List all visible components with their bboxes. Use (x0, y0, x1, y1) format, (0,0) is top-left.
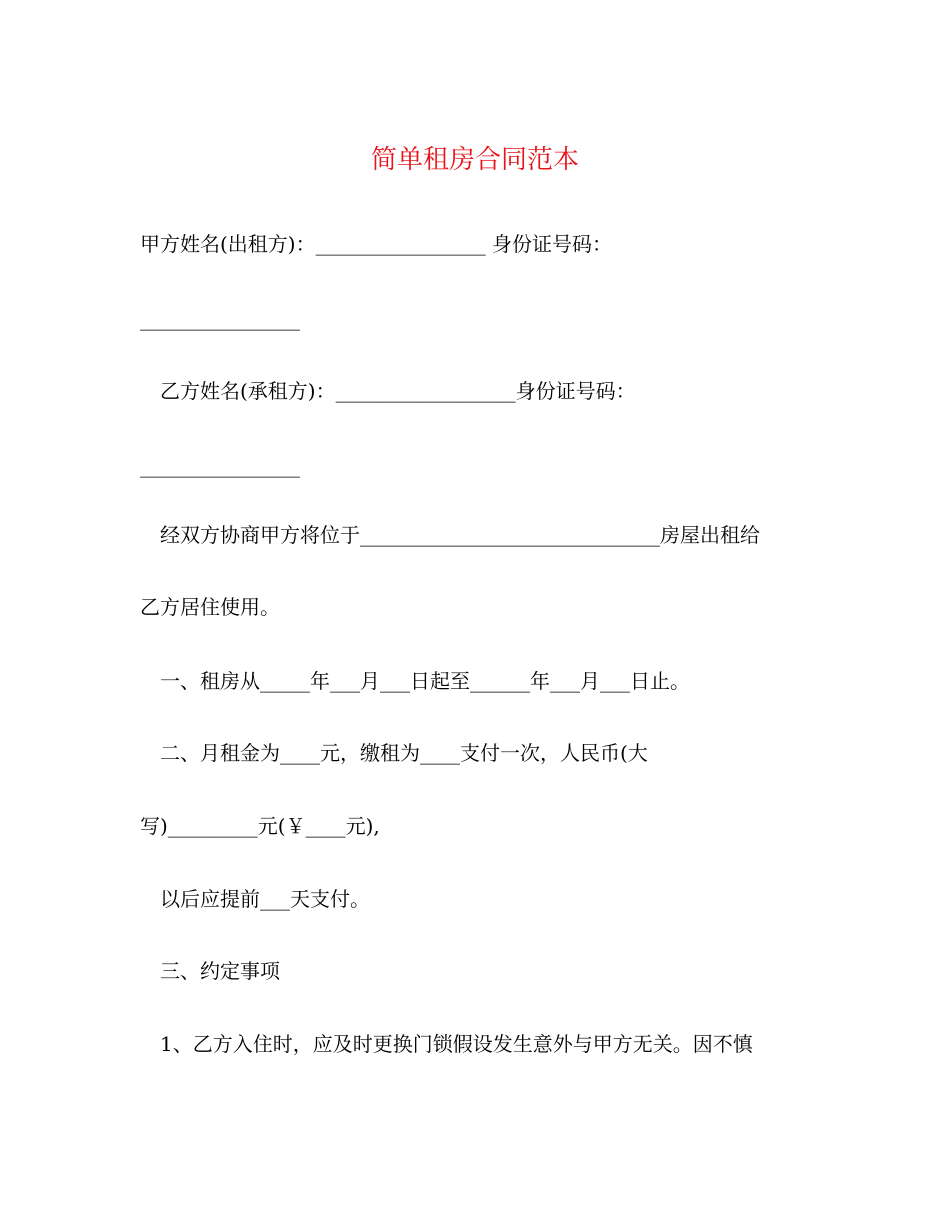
agreed-matter-item-1: 1、乙方入住时，应及时更换门锁假设发生意外与甲方无关。因不慎 (160, 1032, 753, 1056)
property-usage-line: 乙方居住使用。 (140, 595, 280, 619)
rent-amount-continued: 写)_________元(￥____元), (140, 814, 380, 838)
payment-advance-clause: 以后应提前___天支付。 (160, 887, 370, 911)
lessee-id-blank: ________________ (140, 454, 300, 478)
lessor-id-blank: ________________ (140, 307, 300, 331)
document-title: 简单租房合同范本 (370, 145, 579, 175)
property-location-line: 经双方协商甲方将位于______________________________房屋出租给 (160, 523, 760, 547)
rental-period-clause: 一、租房从_____年___月___日起至______年___月___日止。 (160, 669, 690, 693)
rent-amount-clause: 二、月租金为____元，缴租为____支付一次，人民币(大 (160, 741, 648, 765)
agreed-matters-heading: 三、约定事项 (160, 959, 280, 983)
lessor-name-line: 甲方姓名(出租方)：_________________ 身份证号码： (140, 232, 612, 256)
lessee-name-line: 乙方姓名(承租方)：__________________身份证号码： (160, 379, 636, 403)
